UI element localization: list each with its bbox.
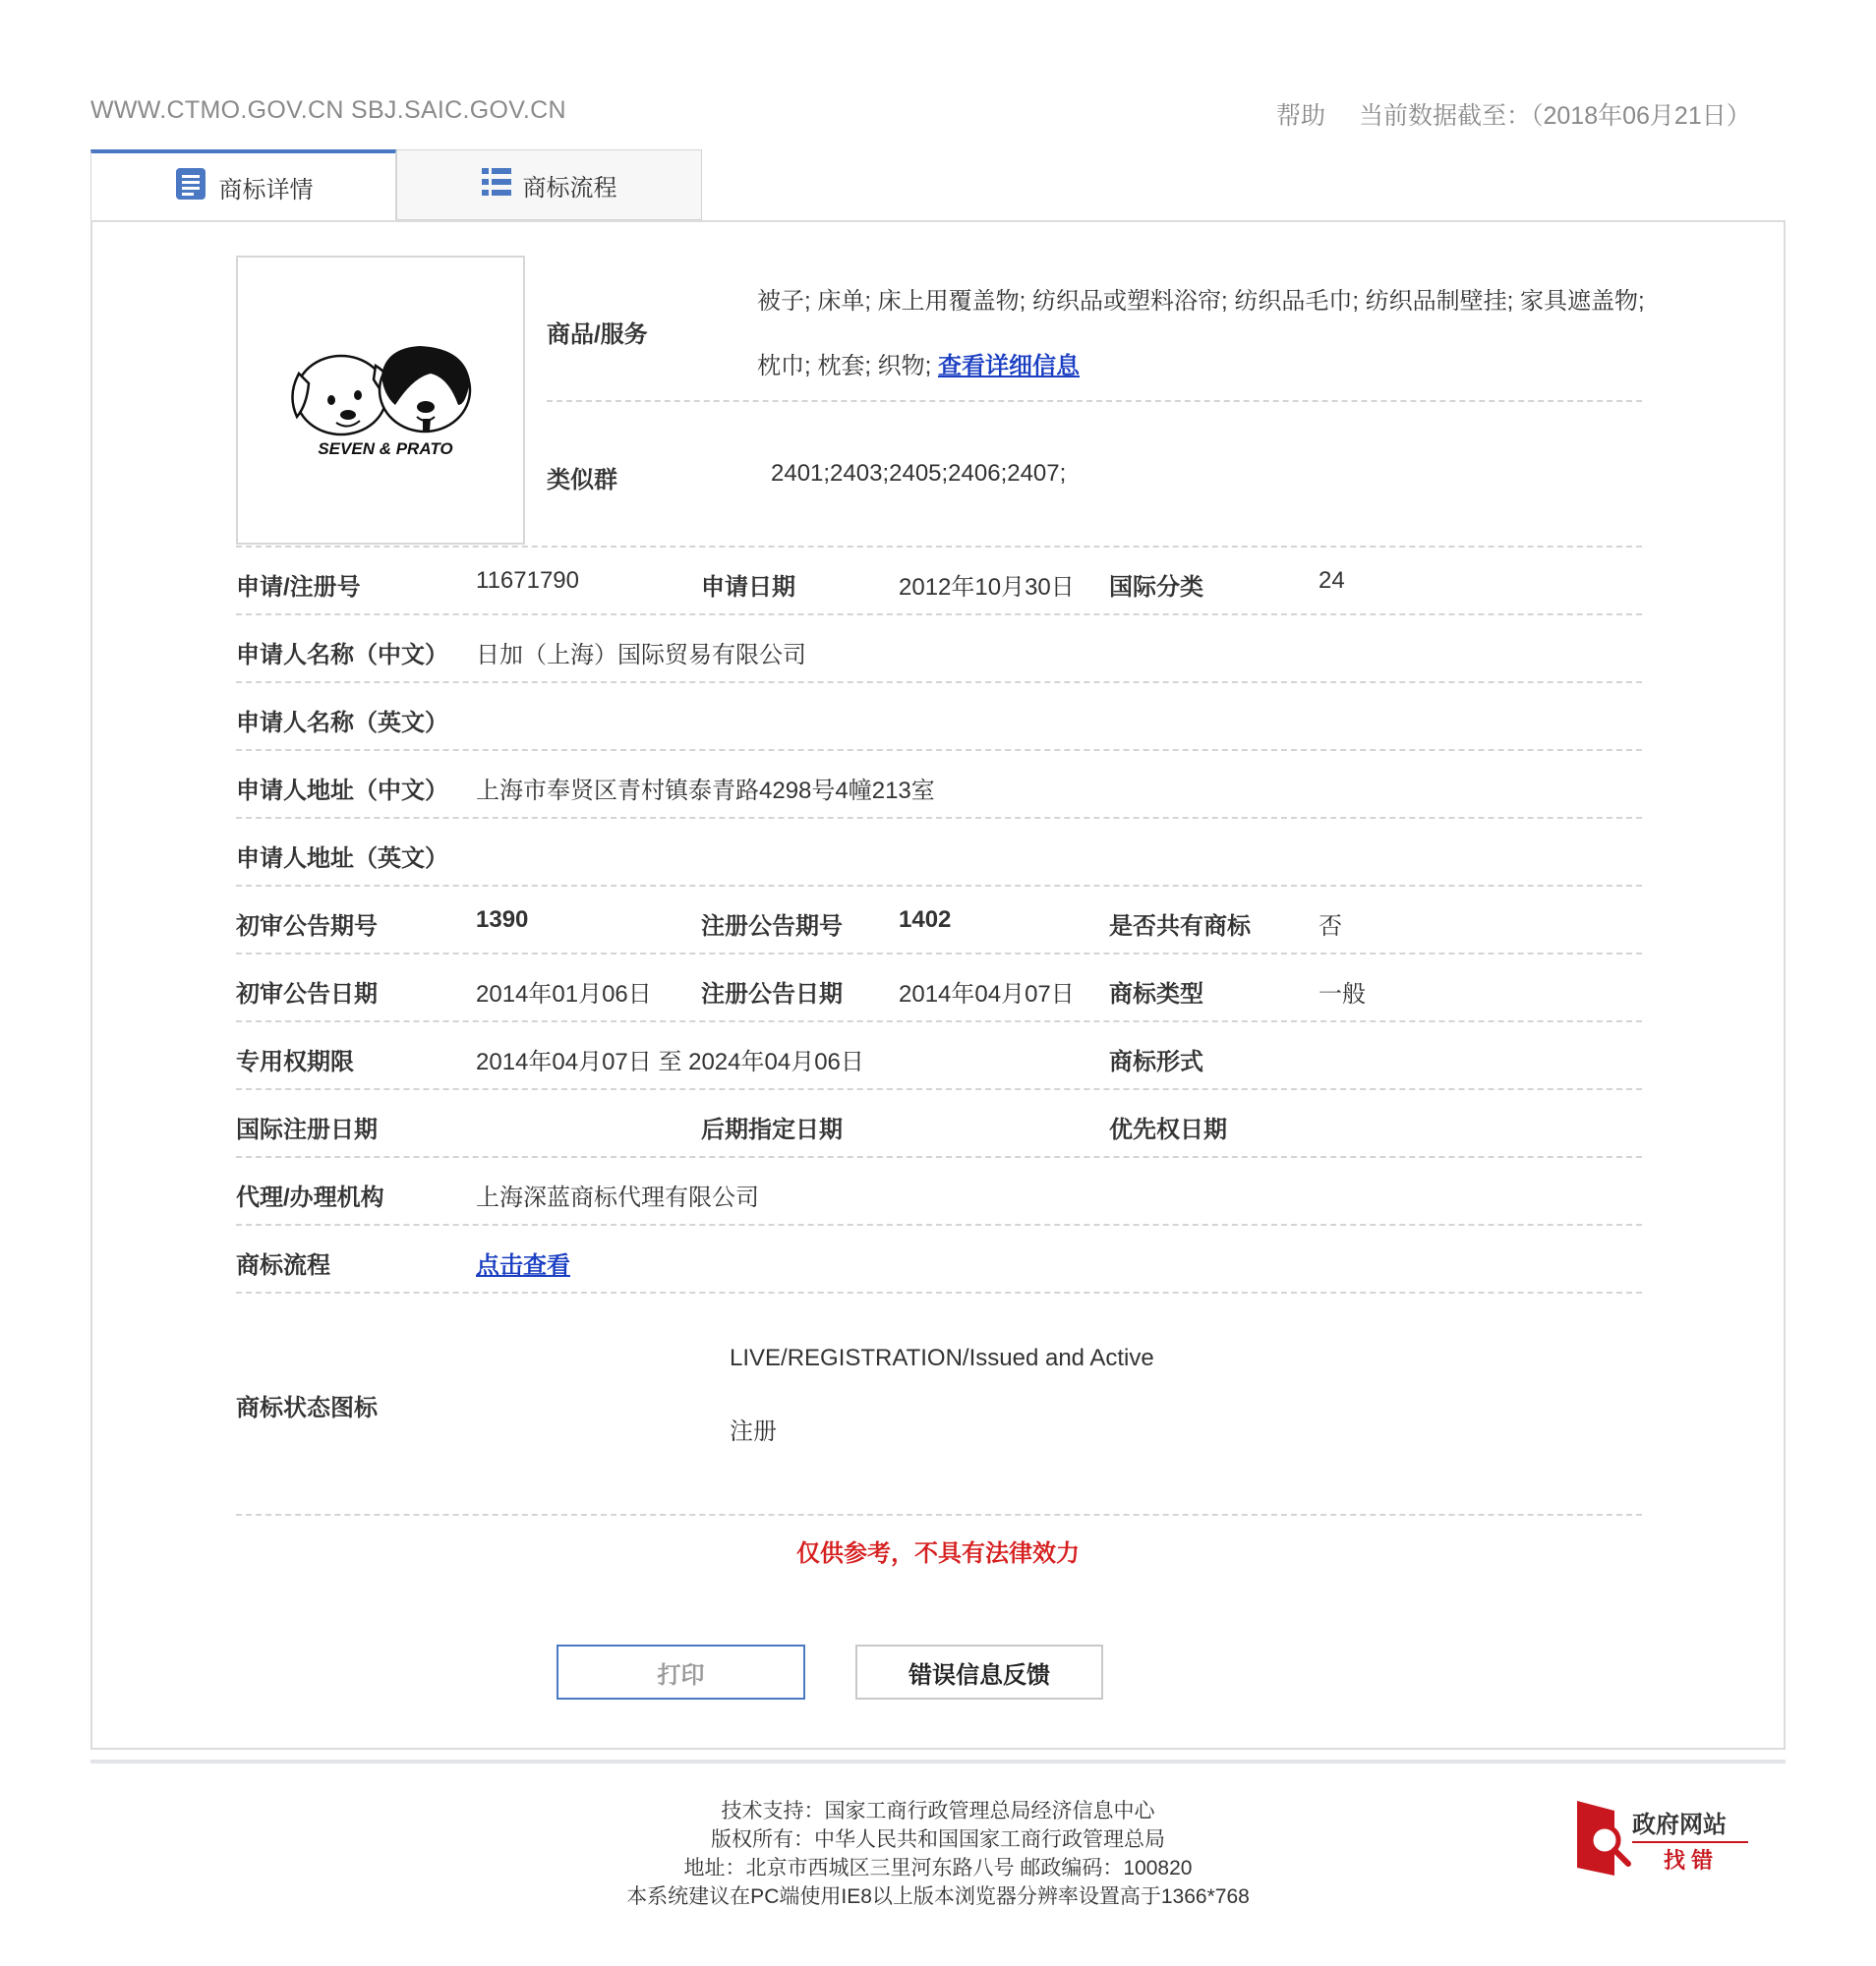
badge-line-2: 找 错 [1664,1848,1714,1873]
divider [547,400,1642,402]
divider [236,817,1642,819]
goods-line-2-text: 枕巾; 枕套; 织物; [757,353,939,379]
tab-bar [90,149,708,220]
data-as-of-date: 当前数据截至：（2018年06月21日） [1359,102,1751,130]
list-icon [482,167,511,203]
white-dog-icon [292,356,391,434]
reg-no-label: 申请/注册号 [236,574,361,601]
mark-form-label: 商标形式 [1109,1049,1203,1075]
prelim-no-label: 初审公告期号 [236,913,378,940]
tab-trademark-flow[interactable] [396,149,702,220]
error-feedback-button[interactable]: 错误信息反馈 [855,1645,1103,1700]
flow-label: 商标流程 [236,1252,330,1279]
footer-divider [90,1760,1786,1764]
intl-reg-date-label: 国际注册日期 [236,1117,378,1143]
intl-class-value: 24 [1319,567,1345,594]
term-value: 2014年04月07日 至 2024年04月06日 [476,1049,864,1075]
black-dog-icon [380,346,470,433]
view-flow-link[interactable]: 点击查看 [476,1252,570,1279]
divider [236,546,1642,548]
agent-label: 代理/办理机构 [236,1185,384,1211]
legal-disclaimer: 仅供参考，不具有法律效力 [796,1540,1080,1567]
footer-copyright: 版权所有：中华人民共和国国家工商行政管理总局 [711,1828,1165,1851]
footer-tech-support: 技术支持：国家工商行政管理总局经济信息中心 [721,1800,1155,1822]
document-list-icon [174,167,207,207]
print-button[interactable]: 打印 [557,1645,805,1700]
view-detail-link[interactable]: 查看详细信息 [938,353,1081,379]
mark-type-value: 一般 [1319,981,1366,1008]
prelim-date-label: 初审公告日期 [236,981,378,1008]
applicant-cn-label: 申请人名称（中文） [236,642,448,668]
status-en-value: LIVE/REGISTRATION/Issued and Active [730,1345,1154,1371]
similar-group-label: 类似群 [547,467,617,493]
shared-label: 是否共有商标 [1109,913,1251,940]
term-label: 专用权期限 [236,1049,354,1075]
applicant-en-label: 申请人名称（英文） [236,710,448,736]
prelim-date-value: 2014年01月06日 [476,981,652,1008]
address-cn-value: 上海市奉贤区青村镇泰青路4298号4幢213室 [476,778,935,804]
agent-value: 上海深蓝商标代理有限公司 [476,1185,759,1211]
tab-label: 商标流程 [522,174,617,202]
footer-browser-note: 本系统建议在PC端使用IE8以上版本浏览器分辨率设置高于1366*768 [626,1885,1250,1908]
status-cn-value: 注册 [730,1418,777,1445]
tab-label: 商标详情 [218,177,314,203]
divider [236,885,1642,887]
help-link[interactable]: 帮助 [1276,102,1326,130]
priority-date-label: 优先权日期 [1109,1117,1227,1143]
divider [236,613,1642,615]
prelim-no-value: 1390 [476,906,529,933]
badge-line-1: 政府网站 [1632,1812,1727,1838]
mark-type-label: 商标类型 [1109,981,1203,1008]
divider [236,749,1642,751]
dog-logo-icon [238,258,523,543]
divider [236,1156,1642,1158]
footer-address: 地址：北京市西城区三里河东路八号 邮政编码：100820 [683,1857,1193,1879]
goods-label: 商品/服务 [547,321,648,348]
shared-value: 否 [1319,913,1342,940]
app-date-label: 申请日期 [701,574,795,601]
reg-no-value: 11671790 [476,567,579,594]
divider [236,1020,1642,1022]
reg-pub-no-label: 注册公告期号 [701,913,843,940]
divider [236,681,1642,683]
logo-text: SEVEN & PRATO [318,439,453,458]
goods-line-1: 被子; 床单; 床上用覆盖物; 纺织品或塑料浴帘; 纺织品毛巾; 纺织品制壁挂; 家具遮盖物; [757,288,1645,315]
reg-pub-date-value: 2014年04月07日 [899,981,1075,1008]
later-designation-label: 后期指定日期 [701,1117,843,1143]
divider [236,1224,1642,1226]
reg-pub-no-value: 1402 [899,906,952,933]
gov-site-error-report-badge[interactable] [1575,1799,1752,1878]
address-cn-label: 申请人地址（中文） [236,778,448,804]
applicant-cn-value: 日加（上海）国际贸易有限公司 [476,642,806,668]
intl-class-label: 国际分类 [1109,574,1203,601]
goods-line-2 [757,346,1080,380]
app-date-value: 2012年10月30日 [899,574,1075,601]
trademark-image [236,256,525,545]
divider [236,1514,1642,1516]
divider [236,953,1642,954]
divider [236,1088,1642,1090]
reg-pub-date-label: 注册公告日期 [701,981,843,1008]
site-url: WWW.CTMO.GOV.CN SBJ.SAIC.GOV.CN [90,96,566,124]
similar-group-value: 2401;2403;2405;2406;2407; [771,460,1067,487]
divider [236,1292,1642,1294]
status-label: 商标状态图标 [236,1395,378,1421]
address-en-label: 申请人地址（英文） [236,845,448,872]
tab-trademark-detail[interactable] [90,149,396,221]
